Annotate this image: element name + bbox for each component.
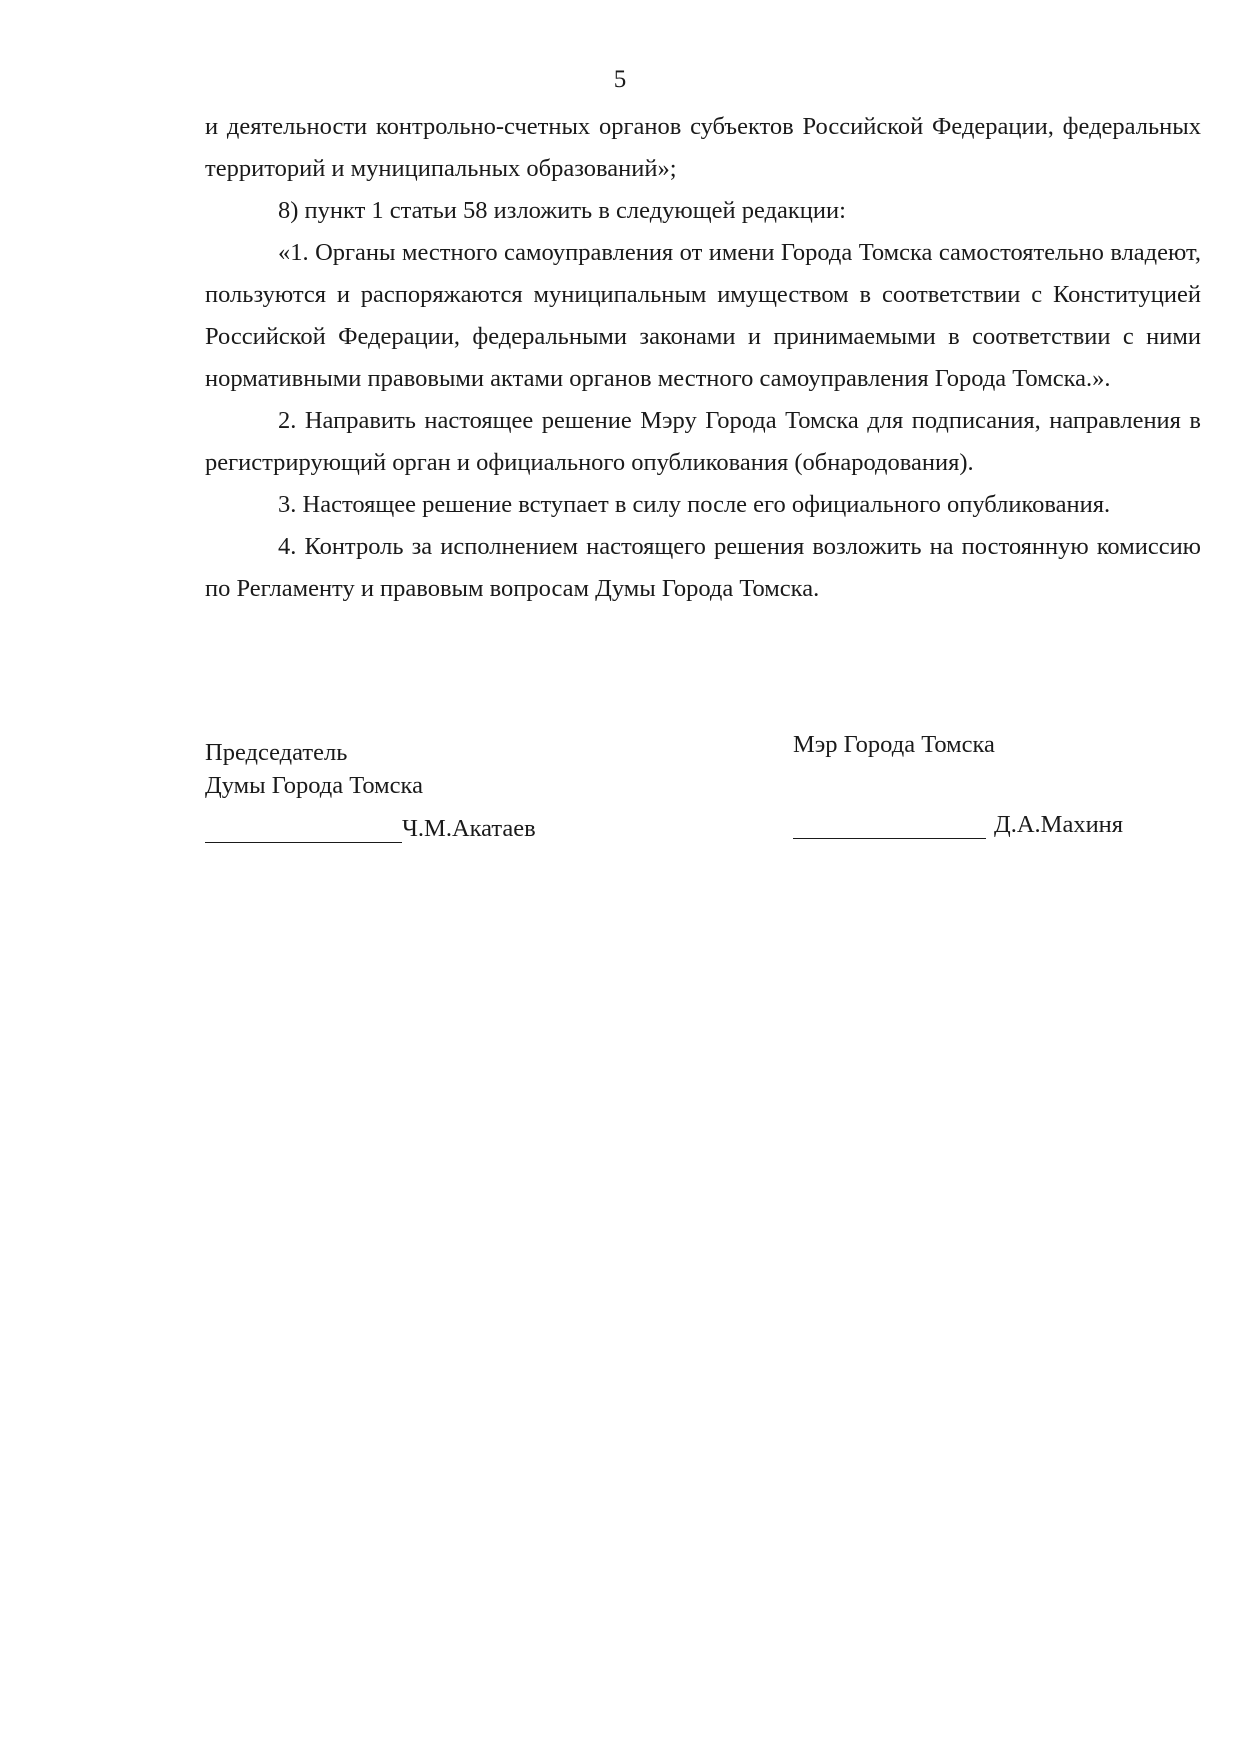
paragraph-point-4: 4. Контроль за исполнением настоящего решения возложить на постоянную комиссию по Регламенту и правовым вопросам Думы Города Томска.	[205, 533, 1201, 602]
mayor-signature-line	[793, 810, 986, 839]
paragraph-continuation: и деятельности контрольно-счетных органов субъектов Российской Федерации, федеральных территорий и муниципальных образований»;	[205, 113, 1201, 182]
paragraph-point-3: 3. Настоящее решение вступает в силу после его официального опубликования.	[278, 491, 1111, 518]
mayor-title-line1: Мэр Города Томска	[793, 731, 995, 758]
page-number: 5	[613, 66, 627, 93]
mayor-signature-row	[793, 810, 1123, 839]
mayor-name: Д.А.Махиня	[994, 811, 1124, 838]
paragraph-point-2: 2. Направить настоящее решение Мэру Города Томска для подписания, направления в регистрирующий орган и официального опубликования (обнародования).	[205, 407, 1201, 476]
chairman-name: Ч.М.Акатаев	[402, 815, 536, 842]
paragraph-item-8: 8) пункт 1 статьи 58 изложить в следующей редакции:	[278, 197, 846, 224]
paragraph-quoted-clause: «1. Органы местного самоуправления от имени Города Томска самостоятельно владеют, пользуются и распоряжаются муниципальным имуществом в соответствии с Конституцией Российской Федерации, федеральными законами и принимаемыми в соответствии с ними нормативными правовыми актами органов местного самоуправления Города Томска.».	[205, 239, 1201, 392]
chairman-signature-line	[205, 814, 402, 843]
chairman-signature-row	[205, 814, 536, 843]
chairman-title	[205, 736, 423, 802]
document-body	[205, 106, 1201, 610]
mayor-title	[793, 728, 995, 761]
chairman-title-line1: Председатель	[205, 739, 348, 766]
chairman-title-line2: Думы Города Томска	[205, 772, 423, 799]
